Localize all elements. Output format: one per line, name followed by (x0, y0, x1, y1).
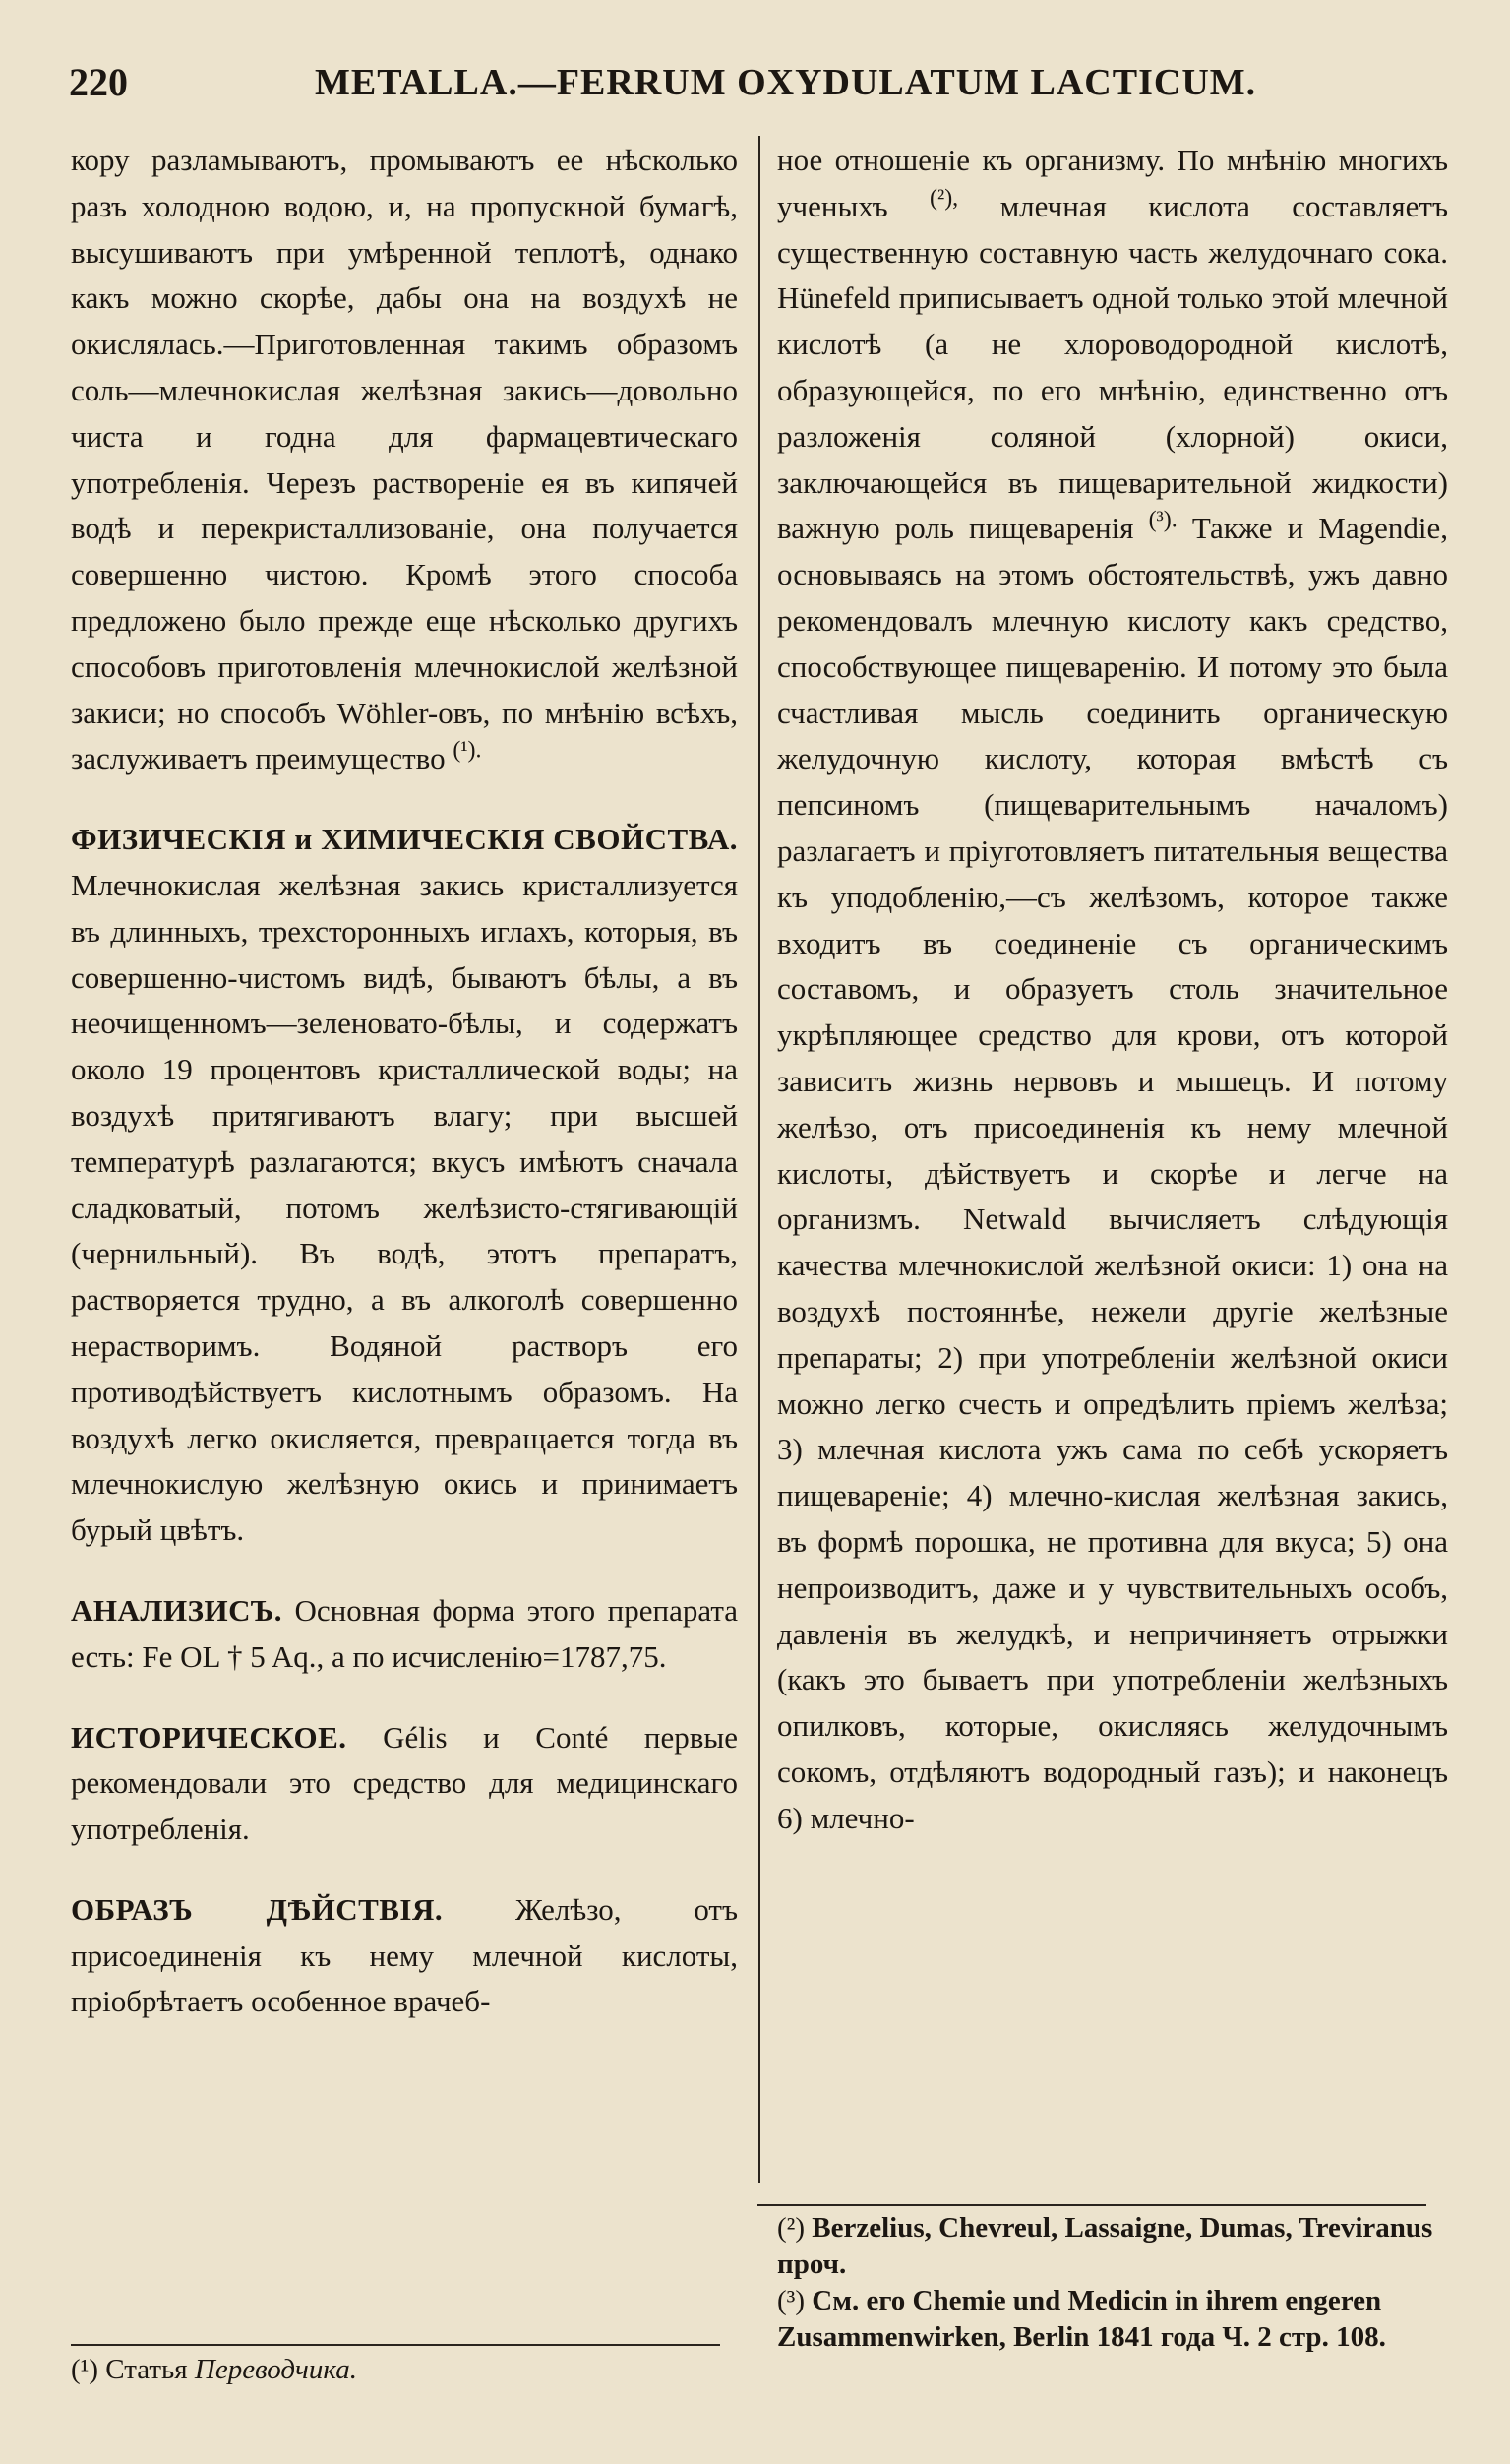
footnote-1-mark: (¹) (71, 2354, 99, 2385)
footnote-rule-left (71, 2344, 720, 2346)
paragraph-analysis: АНАЛИЗИСЪ. Основная форма этого препарата есть: Fe OL † 5 Aq., а по исчисленію=1787,75. (71, 1592, 738, 1674)
footnote-2-text: Berzelius, Chevreul, Lassaigne, Dumas, Treviranus проч. (777, 2212, 1433, 2280)
section-heading-history: ИСТОРИЧЕСКОЕ. (71, 1719, 347, 1755)
section-heading-analysis: АНАЛИЗИСЪ. (71, 1592, 283, 1628)
footnote-rule-right (757, 2204, 1426, 2206)
right-column (777, 138, 1448, 1841)
section-heading-action: ОБРАЗЪ ДѢЙСТВІЯ. (71, 1891, 444, 1927)
section-heading-properties: ФИЗИЧЕСКІЯ и ХИМИЧЕСКІЯ СВОЙСТВА. (71, 822, 738, 857)
footnote-ref-1: (¹). (453, 738, 482, 765)
paragraph-history: ИСТОРИЧЕСКОЕ. Gélis и Conté первые рекомендовали это средство для медицинскаго употребленія. (71, 1719, 738, 1847)
footnote-1-text: Статья (105, 2354, 188, 2385)
running-head: METALLA.—FERRUM OXYDULATUM LACTICUM. (315, 62, 1257, 103)
page-number: 220 (69, 60, 128, 104)
footnote-3-mark: (³) (777, 2285, 806, 2316)
page-header (69, 59, 1485, 108)
footnote-ref-2: (²), (930, 185, 959, 212)
footnote-1-italic: Переводчика. (194, 2354, 357, 2385)
footnote-ref-3: (³). (1148, 508, 1178, 534)
left-column (71, 138, 738, 2025)
paragraph-action: ОБРАЗЪ ДѢЙСТВІЯ. Желѣзо, отъ присоединенія къ нему млечной кислоты, пріобрѣтаетъ особенное врачеб- (71, 1891, 739, 2019)
paragraph-preparation: кору разламываютъ, промываютъ ее нѣсколько разъ холодною водою, и, на пропускной бумагѣ, высушиваютъ при умѣренной теплотѣ, однако какъ можно скорѣе, дабы она на воздухѣ не окислялась.—Приготовленная такимъ образомъ соль—млечнокислая желѣзная закись—довольно чиста и годна для фармацевтическаго употребленія. Черезъ растворенie ея въ кипячей водѣ и перекристаллизованіе, она получается совершенно чистою. Кромѣ этого способа предложено было прежде еще нѣсколько другихъ способовъ приготовленія млечнокислой желѣзной закиси; но способъ Wöhler-овъ, по мнѣнію всѣхъ, заслуживаетъ преимущество $^{(^1).}$ (71, 143, 738, 776)
paragraph-properties: ФИЗИЧЕСКІЯ и ХИМИЧЕСКІЯ СВОЙСТВА. Млечнокислая желѣзная закись кристаллизуется въ длинныхъ, трехсторонныхъ иглахъ, которыя, въ совершенно-чистомъ видѣ, бываютъ бѣлы, а въ неочищенномъ—зеленовато-бѣлы, и содержатъ около 19 процентовъ кристаллической воды; на воздухѣ притягиваютъ влагу; при высшей температурѣ разлагаются; вкусъ имѣютъ сначала сладковатый, потомъ желѣзисто-стягивающій (чернильный). Въ водѣ, этотъ препаратъ, растворяется трудно, а въ алкоголѣ совершенно нерастворимъ. Водяной растворъ его противодѣйствуетъ кислотнымъ образомъ. На воздухѣ легко окисляется, превращается тогда въ млечнокислую желѣзную окись и принимаетъ бурый цвѣтъ. (71, 822, 738, 1548)
column-divider (758, 136, 760, 2183)
paragraph-action-continued: ное отношеніе къ организму. По мнѣнію многихъ ученыхъ $^{(^2),}$ млечная кислота составляетъ существенную составную часть желудочнаго сока. Hünefeld приписываетъ одной только этой млечной кислотѣ (а не хлороводородной кислотѣ, образующейся, по его мнѣнію, единственно отъ разложенія соляной (хлорной) окиси, заключающейся въ пищеварительной жидкости) важную роль пищеваренія $^{(^3).}$ Также и Magendie, основываясь на этомъ обстоятельствѣ, ужъ давно рекомендовалъ млечную кислоту какъ средство, способствующее пищеваренію. И потому это была счастливая мысль соединить органическую желудочную кислоту, которая вмѣстѣ съ пепсиномъ (пищеварительнымъ началомъ) разлагаетъ и пріуготовляетъ питательныя вещества къ уподобленію,—съ желѣзомъ, которое также входитъ въ соединеніе съ органическимъ составомъ, и образуетъ столь значительное укрѣпляющее средство для крови, отъ которой зависитъ жизнь нервовъ и мышецъ. И потому желѣзо, отъ присоединенія къ нему млечной кислоты, дѣйствуетъ и скорѣе и легче на организмъ. Netwald вычисляетъ слѣдующія качества млечнокислой желѣзной окиси: 1) она на воздухѣ постояннѣе, нежели другіе желѣзные препараты; 2) при употребленіи желѣзной окиси можно легко счесть и опредѣлить пріемъ желѣза; 3) млечная кислота ужъ сама по себѣ ускоряетъ пищевареніе; 4) млечно-кислая желѣзная закись, въ формѣ порошка, не противна для вкуса; 5) она непроизводитъ, даже и у чувствительныхъ особъ, давленія въ желудкѣ, и непричиняетъ отрыжки (какъ это бываетъ при употребленіи желѣзныхъ опилковъ, которые, окисляясь желудочнымъ сокомъ, отдѣляютъ водородный газъ); и наконецъ 6) млечно- (777, 143, 1449, 1835)
footnote-1 (71, 2352, 720, 2388)
footnotes-right (777, 2210, 1446, 2356)
footnote-2 (777, 2210, 1446, 2283)
footnote-3-text: См. его Chemie und Medicin in ihrem engeren Zusammenwirken, Berlin 1841 года Ч. 2 стр. 108. (777, 2285, 1386, 2353)
footnote-2-mark: (²) (777, 2212, 806, 2244)
footnote-3 (777, 2283, 1446, 2356)
